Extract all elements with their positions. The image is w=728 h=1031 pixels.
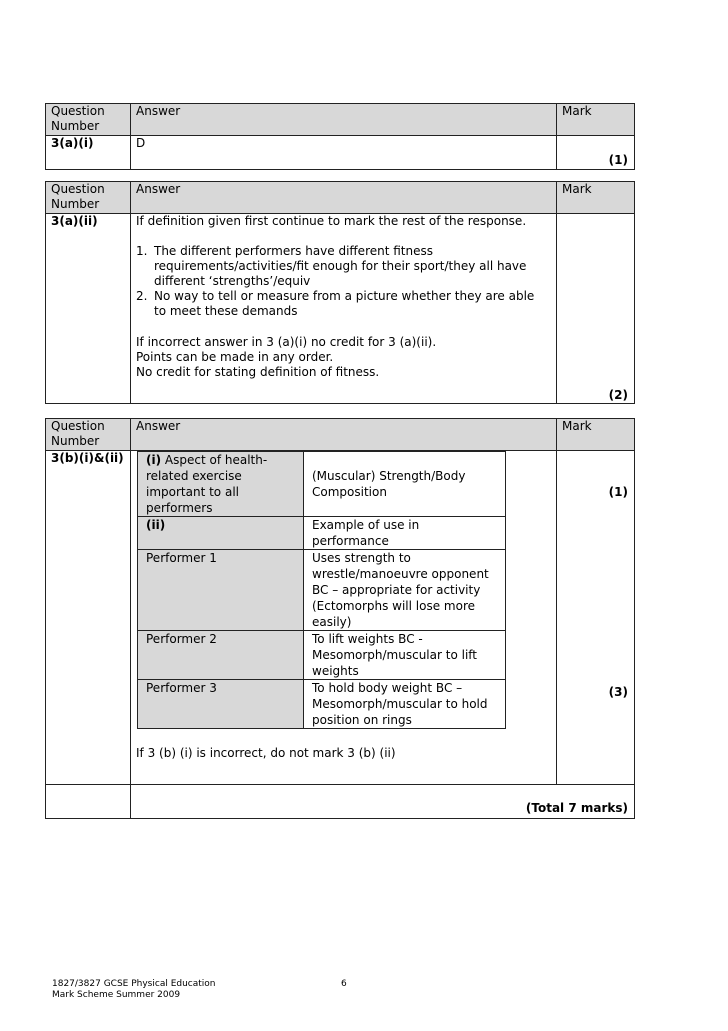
performer-name: Performer 2 — [138, 631, 304, 680]
answer-text: D — [131, 136, 557, 170]
marking-note: No credit for stating definition of fitness. — [136, 365, 380, 379]
question-number: 3(a)(ii) — [46, 214, 131, 404]
footer — [52, 979, 216, 1001]
total-marks: (Total 7 marks) — [131, 785, 635, 819]
part-ii-label: (ii) — [138, 517, 304, 550]
mark-header: Mark — [557, 104, 635, 136]
part-i-answer: (Muscular) Strength/Body Composition — [304, 452, 506, 517]
mark-value-ii: (3) — [608, 685, 628, 699]
footer-session: Mark Scheme Summer 2009 — [52, 990, 181, 1000]
question-number: 3(a)(i) — [46, 136, 131, 170]
footer-course: 1827/3827 GCSE Physical Education — [52, 979, 216, 989]
answer-cell — [131, 214, 557, 404]
page-number: 6 — [341, 979, 347, 989]
mark-value: (2) — [608, 388, 628, 402]
mark-cell — [557, 214, 635, 404]
part-i-label: (i) — [146, 453, 162, 467]
performer-name: Performer 3 — [138, 680, 304, 729]
performer-answer: To hold body weight BC – Mesomorph/muscular to hold position on rings — [304, 680, 506, 729]
question-number-header: Question Number — [46, 104, 131, 136]
mark-value-i: (1) — [608, 485, 628, 499]
question-number-header: Question Number — [46, 419, 131, 451]
part-i-label-cell — [138, 452, 304, 517]
mark-cell — [557, 136, 635, 170]
question-3b-table — [45, 418, 635, 819]
performer-answer: Uses strength to wrestle/manoeuvre opponent BC – appropriate for activity (Ectomorphs will lose more easily) — [304, 550, 506, 631]
marking-note: If incorrect answer in 3 (a)(i) no credit for 3 (a)(ii). — [136, 335, 437, 349]
question-3aii-table — [45, 181, 635, 404]
mark-value: (1) — [608, 153, 628, 167]
answer-point: 2. No way to tell or measure from a picture whether they are able to meet these demands — [136, 289, 535, 318]
answer-header: Answer — [131, 182, 557, 214]
question-3ai-table — [45, 103, 635, 170]
question-number-header: Question Number — [46, 182, 131, 214]
answer-point: 1. The different performers have different fitness requirements/activities/fit enough for their sport/they all have different ‘strengths’/equiv — [136, 244, 527, 288]
mark-cell — [557, 451, 635, 785]
performer-name: Performer 1 — [138, 550, 304, 631]
answer-points — [136, 244, 550, 319]
question-number: 3(b)(i)&(ii) — [46, 451, 131, 785]
answer-header: Answer — [131, 104, 557, 136]
marking-note: Points can be made in any order. — [136, 350, 334, 364]
mark-header: Mark — [557, 419, 635, 451]
performer-answer: To lift weights BC - Mesomorph/muscular to lift weights — [304, 631, 506, 680]
answer-intro: If definition given first continue to mark the rest of the response. — [136, 214, 527, 228]
blank-cell — [46, 785, 131, 819]
part-i-text: Aspect of health-related exercise important to all performers — [146, 453, 268, 515]
answer-header: Answer — [131, 419, 557, 451]
part-ii-header: Example of use in performance — [304, 517, 506, 550]
marking-notes — [136, 335, 550, 380]
marking-note: If 3 (b) (i) is incorrect, do not mark 3 (b) (ii) — [136, 746, 396, 760]
mark-header: Mark — [557, 182, 635, 214]
answer-cell — [131, 451, 557, 785]
performers-table — [137, 451, 506, 729]
